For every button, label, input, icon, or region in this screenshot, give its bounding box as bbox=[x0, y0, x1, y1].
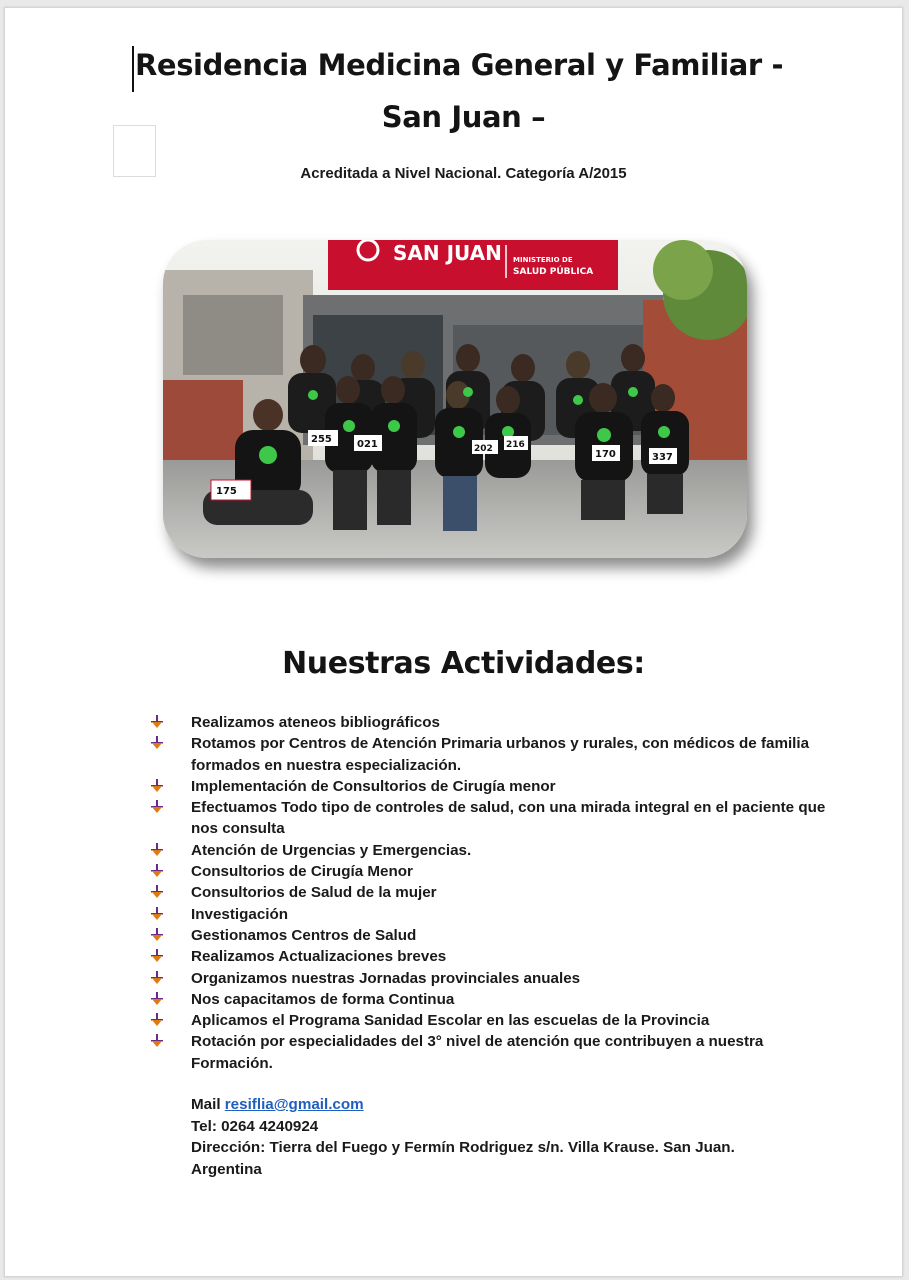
activity-item bbox=[150, 776, 830, 797]
activity-text: Realizamos ateneos bibliográficos bbox=[191, 714, 440, 731]
activity-item bbox=[150, 925, 830, 946]
activity-item bbox=[150, 797, 830, 840]
bib-number: 202 bbox=[474, 444, 493, 454]
activity-text: Efectuamos Todo tipo de controles de salud, con una mirada integral en el paciente que nos consulta bbox=[191, 799, 826, 838]
activities-list bbox=[150, 712, 830, 1074]
mail-link[interactable]: resiflia@gmail.com bbox=[224, 1096, 364, 1113]
arrow-down-bullet-icon bbox=[150, 1013, 164, 1027]
bib-number: 216 bbox=[506, 440, 525, 450]
bib-number: 021 bbox=[357, 439, 378, 450]
document-page bbox=[4, 7, 903, 1277]
arrow-down-bullet-icon bbox=[150, 843, 164, 857]
activity-text: Gestionamos Centros de Salud bbox=[191, 926, 417, 944]
arrow-down-bullet-icon bbox=[150, 928, 164, 942]
activity-text: Realizamos Actualizaciones breves bbox=[191, 948, 447, 966]
arrow-down-bullet-icon bbox=[150, 864, 164, 878]
activity-item bbox=[150, 1031, 830, 1074]
arrow-down-bullet-icon bbox=[150, 949, 164, 963]
contact-mail-row bbox=[191, 1094, 871, 1116]
activity-item bbox=[150, 968, 830, 989]
bib-number: 175 bbox=[216, 486, 237, 497]
activity-text: Aplicamos el Programa Sanidad Escolar en las escuelas de la Provincia bbox=[191, 1012, 710, 1030]
contact-address-line2: Argentina bbox=[191, 1160, 262, 1178]
activity-item bbox=[150, 733, 830, 776]
activity-item bbox=[150, 989, 830, 1010]
arrow-down-bullet-icon bbox=[150, 800, 164, 814]
sign-text: SAN JUAN bbox=[393, 241, 502, 265]
arrow-down-bullet-icon bbox=[150, 715, 164, 729]
arrow-down-bullet-icon bbox=[150, 736, 164, 750]
activity-text: Investigación bbox=[191, 905, 289, 923]
activity-text: Consultorios de Cirugía Menor bbox=[191, 863, 413, 881]
activity-item bbox=[150, 861, 830, 882]
activity-text: Consultorios de Salud de la mujer bbox=[191, 884, 437, 902]
group-photo bbox=[163, 240, 747, 558]
arrow-down-bullet-icon bbox=[150, 1034, 164, 1048]
brick-wall bbox=[163, 380, 243, 460]
activity-item bbox=[150, 946, 830, 967]
activity-item bbox=[150, 840, 830, 861]
bib-number: 255 bbox=[311, 434, 332, 445]
activity-item bbox=[150, 712, 830, 733]
activity-text: Rotación por especialidades del 3° nivel de atención que contribuyen a nuestra Formación. bbox=[191, 1033, 764, 1072]
activity-text: Organizamos nuestras Jornadas provinciales anuales bbox=[191, 969, 581, 987]
bib-number: 170 bbox=[595, 449, 616, 460]
arrow-down-bullet-icon bbox=[150, 885, 164, 899]
activity-text: Nos capacitamos de forma Continua bbox=[191, 990, 455, 1008]
activity-text: Implementación de Consultorios de Cirugía menor bbox=[191, 777, 556, 795]
title-line-1: Residencia Medicina General y Familiar - bbox=[135, 48, 784, 82]
arrow-down-bullet-icon bbox=[150, 779, 164, 793]
title-line-2: San Juan – bbox=[381, 100, 546, 134]
mail-label: Mail bbox=[191, 1096, 225, 1113]
contact-phone: Tel: 0264 4240924 bbox=[191, 1117, 319, 1135]
activity-item bbox=[150, 1010, 830, 1031]
text-cursor bbox=[132, 46, 134, 92]
sign-ministry-line2: SALUD PÚBLICA bbox=[513, 267, 594, 277]
activity-text: Rotamos por Centros de Atención Primaria urbanos y rurales, con médicos de familia formados en nuestra especialización. bbox=[191, 735, 810, 774]
contact-block bbox=[191, 1094, 871, 1180]
sign-ministry-line1: MINISTERIO DE bbox=[513, 256, 573, 264]
arrow-down-bullet-icon bbox=[150, 907, 164, 921]
activity-item bbox=[150, 882, 830, 903]
arrow-down-bullet-icon bbox=[150, 971, 164, 985]
group-photo-illustration bbox=[163, 240, 747, 558]
bib-number: 337 bbox=[652, 452, 673, 463]
activity-item bbox=[150, 904, 830, 925]
accreditation-subtitle: Acreditada a Nivel Nacional. Categoría A/2015 bbox=[300, 165, 627, 182]
arrow-down-bullet-icon bbox=[150, 992, 164, 1006]
activities-title: Nuestras Actividades: bbox=[282, 646, 645, 681]
activity-text: Atención de Urgencias y Emergencias. bbox=[191, 841, 472, 859]
contact-address-line1: Dirección: Tierra del Fuego y Fermín Rodriguez s/n. Villa Krause. San Juan. bbox=[191, 1139, 735, 1156]
